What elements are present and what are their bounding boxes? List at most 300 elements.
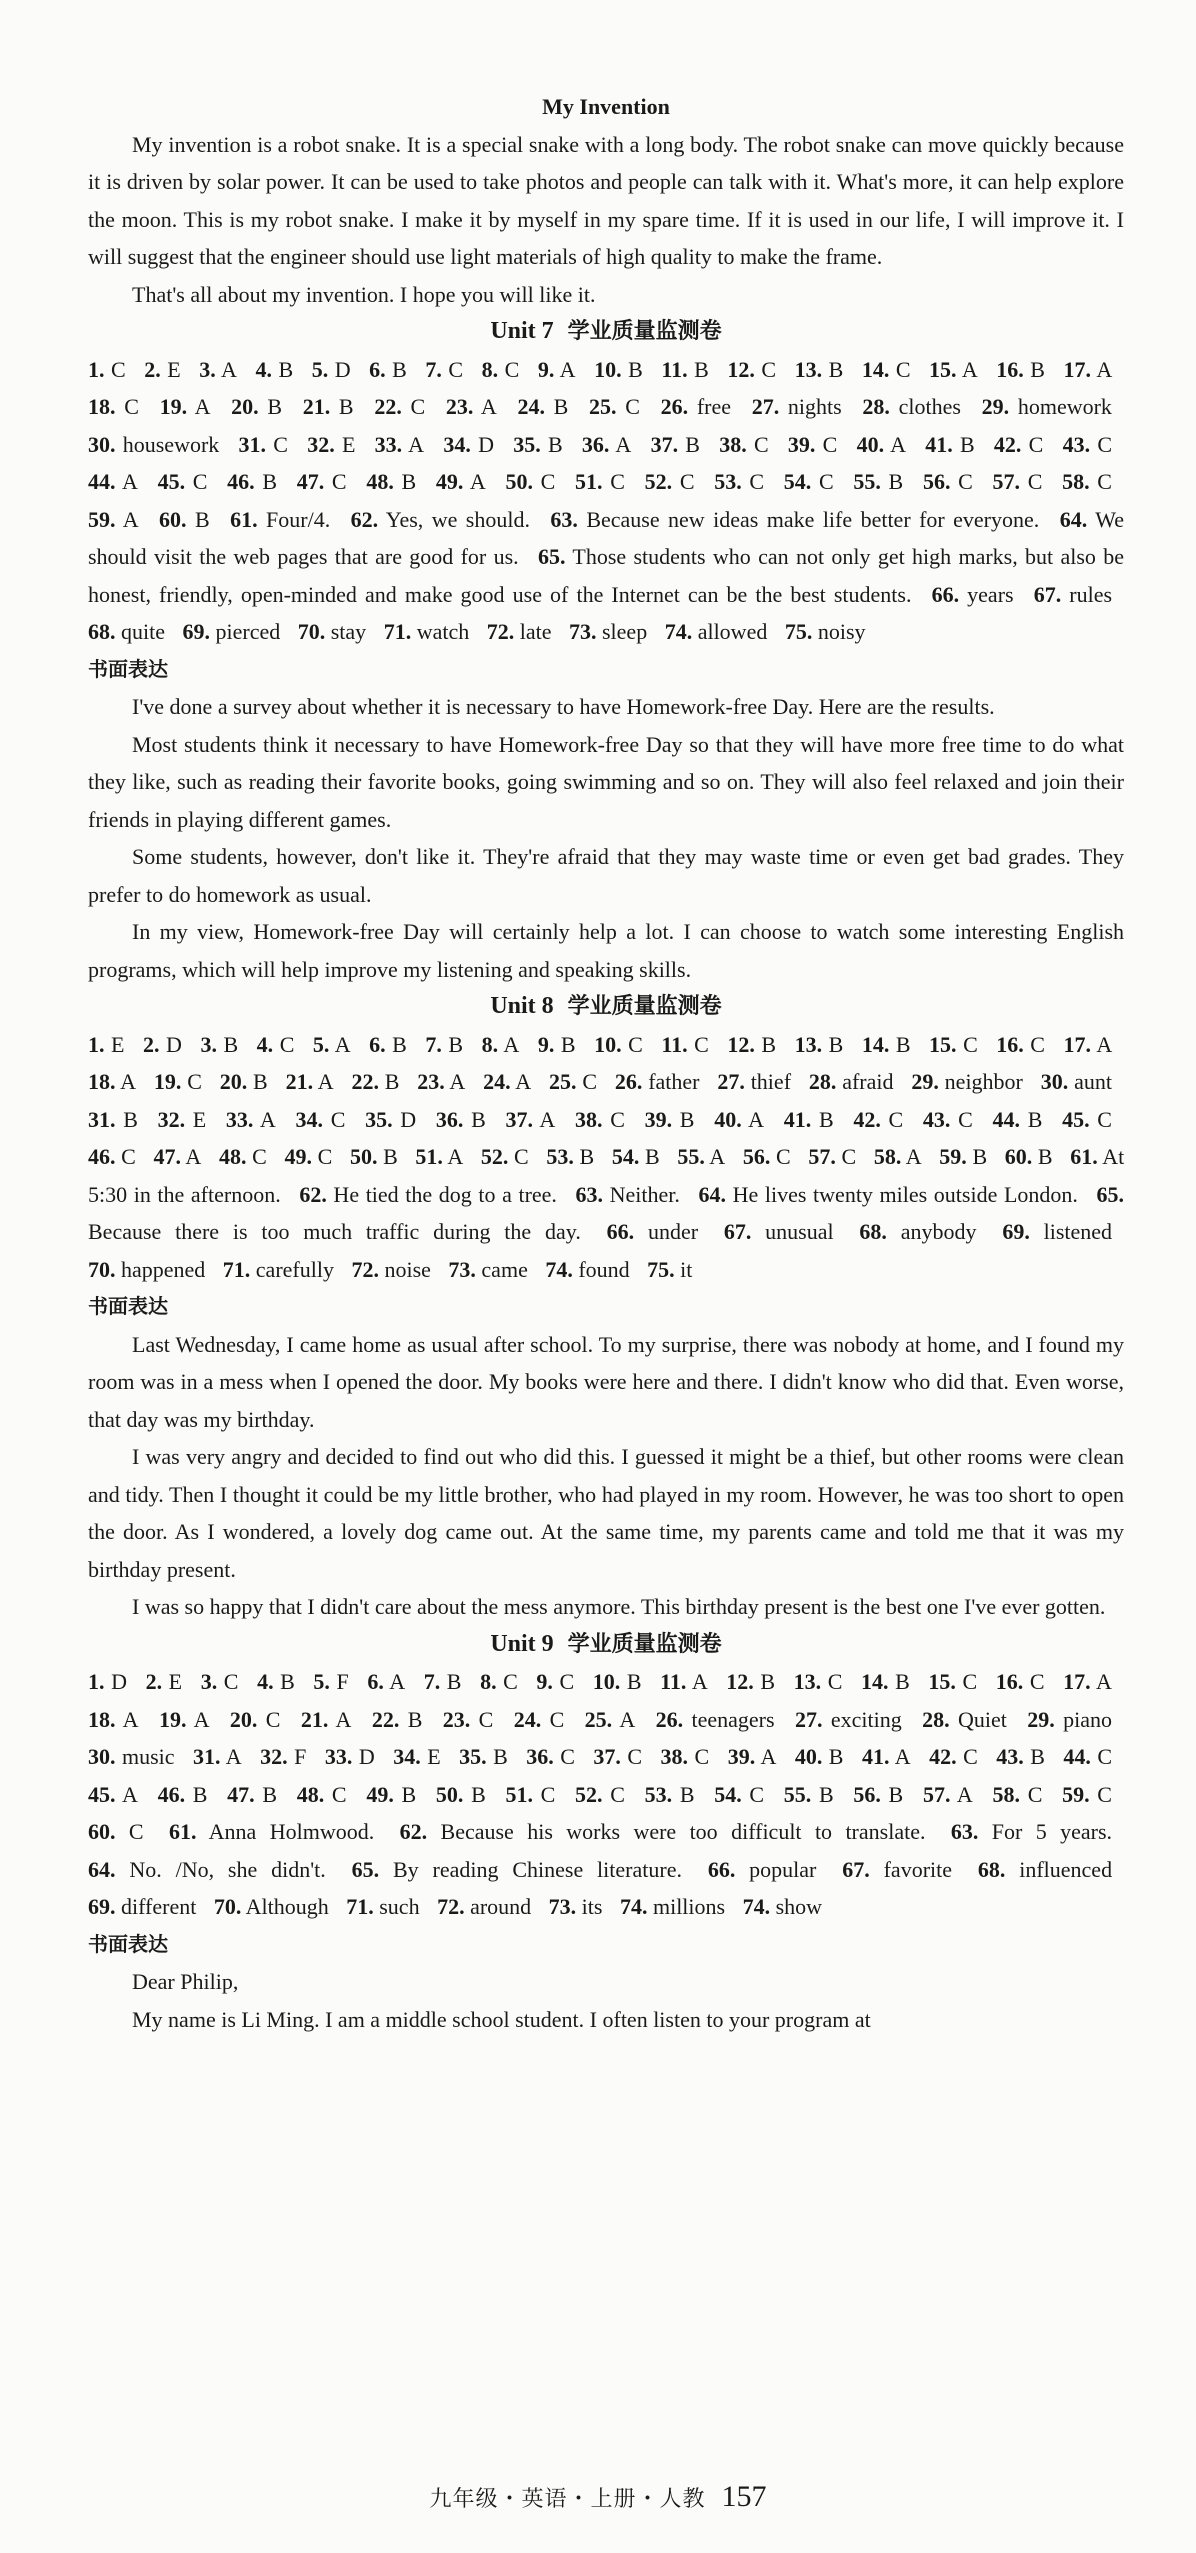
answer-text: rules: [1061, 581, 1113, 607]
answer-item: [546, 1144, 594, 1169]
answer-number: 40.: [856, 431, 885, 457]
answer-item: [536, 1669, 574, 1694]
answer-text: B: [1032, 1144, 1053, 1169]
answer-number: 63.: [950, 1819, 979, 1844]
answer-text: C: [104, 356, 126, 382]
answer-text: show: [770, 1894, 823, 1919]
answer-item: [1034, 582, 1112, 607]
answer-number: 44.: [88, 469, 116, 494]
answer-number: 4.: [257, 1669, 274, 1694]
answer-key: [88, 351, 1124, 651]
answer-item: [443, 1707, 494, 1732]
answer-item: [505, 469, 555, 494]
answer-text: B: [822, 356, 844, 382]
unit-9-section: [88, 1626, 1124, 2039]
answer-item: [607, 1219, 698, 1244]
answer-number: 60.: [159, 506, 187, 532]
answer-text: A: [741, 1106, 765, 1132]
answer-number: 52.: [480, 1144, 509, 1169]
answer-item: [199, 357, 237, 382]
answer-item: [862, 1744, 911, 1769]
answer-text: D: [470, 431, 494, 457]
answer-text: A: [115, 1069, 137, 1094]
answer-number: 30.: [88, 1744, 116, 1769]
answer-text: By reading Chinese literature.: [379, 1856, 682, 1882]
answer-text: Those students who can not only get high marks, but also be honest, friendly, open-minded and make good use of the Internet can be the best students.: [88, 544, 1124, 607]
answer-text: C: [602, 1781, 625, 1807]
answer-text: noisy: [812, 619, 866, 644]
answer-number: 32.: [307, 431, 335, 457]
answer-number: 46.: [88, 1144, 116, 1169]
answer-text: C: [602, 469, 625, 494]
answer-text: years: [959, 581, 1014, 607]
answer-text: found: [572, 1256, 630, 1282]
answer-number: 17.: [1063, 356, 1092, 382]
answer-text: exciting: [822, 1706, 902, 1732]
answer-number: 50.: [505, 469, 533, 494]
answer-number: 38.: [575, 1106, 603, 1132]
answer-text: B: [378, 1069, 400, 1094]
answer-item: [928, 1669, 977, 1694]
answer-item: [874, 1144, 922, 1169]
answer-item: [88, 1744, 175, 1769]
answer-item: [1063, 1744, 1112, 1769]
answer-number: 25.: [589, 394, 617, 419]
answer-number: 71.: [222, 1256, 251, 1282]
answer-item: [350, 1144, 398, 1169]
answer-item: [481, 1144, 529, 1169]
writing-paragraph: I've done a survey about whether it is necessary to have Homework-free Day. Here are the results.: [132, 694, 995, 719]
answer-number: 12.: [727, 1031, 755, 1057]
answer-number: 30.: [88, 431, 116, 457]
answer-text: B: [966, 1144, 988, 1169]
answer-text: father: [642, 1069, 700, 1094]
answer-text: C: [508, 1144, 529, 1169]
answer-item: [393, 1744, 440, 1769]
answer-number: 66.: [931, 581, 960, 607]
answer-text: C: [1020, 469, 1043, 494]
answer-number: 46.: [227, 469, 255, 494]
answer-item: [424, 1669, 462, 1694]
answer-number: 75.: [647, 1256, 675, 1282]
answer-number: 70.: [213, 1894, 242, 1919]
answer-number: 18.: [88, 1069, 116, 1094]
answer-text: B: [247, 1069, 268, 1094]
answer-text: We should visit the web pages that are good for us.: [88, 506, 1125, 569]
answer-number: 39.: [787, 431, 816, 457]
answer-text: C: [181, 1069, 202, 1094]
answer-text: A: [186, 1706, 210, 1732]
answer-text: A: [950, 1781, 973, 1807]
answer-item: [183, 619, 281, 644]
answer-number: 68.: [88, 619, 116, 644]
answer-text: C: [541, 1706, 565, 1732]
answer-text: C: [552, 1669, 575, 1694]
answer-item: [929, 1032, 978, 1057]
answer-item: [346, 1894, 419, 1919]
answer-item: [154, 1069, 202, 1094]
answer-item: [743, 1894, 822, 1919]
answer-item: [158, 1107, 207, 1132]
answer-number: 9.: [536, 1669, 553, 1694]
answer-text: E: [104, 1031, 125, 1057]
answer-number: 38.: [719, 431, 747, 457]
answer-text: D: [352, 1744, 375, 1769]
answer-text: C: [811, 469, 834, 494]
unit-8-section: [88, 988, 1124, 1626]
answer-text: C: [815, 431, 838, 457]
answer-item: [219, 1144, 267, 1169]
writing-paragraph: I was very angry and decided to find out who did this. I guessed it might be a thief, but other rooms were clean and tidy. Then I thought it could be my little brother, who had played in my room. However, he was too short to open the door. As I wondered, a lovely dog came out. At the same time, my parents came and told me that it was my birthday present.: [88, 1444, 1124, 1582]
answer-number: 20.: [231, 394, 259, 419]
answer-item: [351, 507, 530, 532]
answer-text: C: [672, 469, 695, 494]
answer-number: 16.: [995, 1669, 1024, 1694]
answer-item: [1062, 1782, 1112, 1807]
answer-number: 8.: [481, 1031, 499, 1057]
answer-number: 45.: [157, 469, 186, 494]
answer-item: [303, 394, 354, 419]
answer-number: 22.: [371, 1706, 400, 1732]
answer-item: [727, 357, 776, 382]
writing-paragraph: My name is Li Ming. I am a middle school student. I often listen to your program at: [132, 2006, 871, 2032]
answer-number: 64.: [88, 1856, 116, 1882]
answer-number: 13.: [794, 356, 823, 382]
answer-text: C: [532, 469, 556, 494]
answer-number: 27.: [751, 394, 780, 419]
answer-number: 11.: [661, 356, 688, 382]
answer-number: 52.: [644, 469, 673, 494]
answer-number: 49.: [284, 1144, 312, 1169]
answer-item: [1062, 1107, 1112, 1132]
answer-number: 51.: [575, 469, 603, 494]
answer-item: [425, 357, 463, 382]
answer-text: Although: [241, 1894, 329, 1919]
answer-number: 12.: [726, 1669, 754, 1694]
answer-item: [505, 1782, 555, 1807]
answer-item: [785, 619, 866, 644]
answer-item: [372, 1707, 423, 1732]
answer-number: 72.: [437, 1894, 465, 1919]
answer-number: 25.: [549, 1069, 577, 1094]
answer-item: [911, 1069, 1023, 1094]
answer-number: 40.: [794, 1744, 823, 1769]
answer-number: 28.: [922, 1706, 950, 1732]
answer-text: C: [496, 1669, 518, 1694]
answer-text: A: [115, 1706, 139, 1732]
answer-item: [929, 1744, 978, 1769]
answer-number: 14.: [861, 1669, 889, 1694]
answer-text: C: [246, 1144, 267, 1169]
answer-item: [88, 394, 139, 419]
answer-item: [313, 1669, 348, 1694]
answer-item: [88, 469, 138, 494]
answer-number: 21.: [302, 394, 331, 419]
answer-item: [996, 1744, 1045, 1769]
answer-text: C: [185, 469, 208, 494]
answer-item: [784, 1782, 834, 1807]
answer-text: listened: [1029, 1219, 1113, 1244]
answer-number: 62.: [299, 1181, 327, 1207]
answer-item: [932, 582, 1014, 607]
answer-item: [159, 1707, 210, 1732]
answer-number: 13.: [794, 1031, 823, 1057]
answer-item: [923, 469, 973, 494]
answer-text: came: [475, 1256, 528, 1282]
answer-text: A: [532, 1106, 556, 1132]
answer-item: [88, 1032, 124, 1057]
answer-item: [88, 1782, 138, 1807]
answer-number: 1.: [88, 356, 105, 382]
answer-text: B: [271, 356, 294, 382]
answer-text: B: [889, 1031, 911, 1057]
answer-number: 31.: [193, 1744, 221, 1769]
answer-text: C: [576, 1069, 598, 1094]
answer-item: [594, 357, 643, 382]
answer-item: [436, 1782, 486, 1807]
answer-text: C: [1090, 431, 1113, 457]
answer-number: 33.: [225, 1106, 254, 1132]
unit-number: Unit 9: [490, 1630, 554, 1657]
answer-item: [231, 394, 282, 419]
answer-text: C: [741, 1781, 765, 1807]
answer-item: [661, 357, 709, 382]
answer-text: C: [950, 1106, 973, 1132]
answer-number: 45.: [88, 1781, 116, 1807]
answer-item: [996, 1669, 1045, 1694]
answer-text: C: [273, 1031, 295, 1057]
answer-text: C: [1023, 1031, 1045, 1057]
answer-number: 6.: [367, 1669, 384, 1694]
answer-text: stay: [325, 619, 367, 644]
answer-number: 14.: [861, 1031, 890, 1057]
answer-text: popular: [735, 1856, 817, 1882]
answer-item: [862, 394, 961, 419]
answer-item: [230, 1707, 281, 1732]
answer-text: B: [330, 394, 354, 419]
answer-number: 16.: [996, 356, 1024, 382]
answer-number: 7.: [425, 1031, 442, 1057]
answer-number: 49.: [435, 469, 464, 494]
answer-item: [929, 357, 978, 382]
answer-number: 5.: [313, 1669, 330, 1694]
answer-item: [538, 1032, 576, 1057]
answer-item: [448, 1257, 527, 1282]
answer-number: 36.: [581, 431, 610, 457]
answer-text: piano: [1054, 1706, 1113, 1732]
answer-number: 20.: [229, 1706, 258, 1732]
unit-heading-cn: 学业质量监测卷: [567, 994, 722, 1019]
answer-item: [743, 1144, 791, 1169]
answer-text: B: [822, 1031, 844, 1057]
answer-text: C: [1089, 1781, 1112, 1807]
answer-item: [728, 1744, 777, 1769]
answer-number: 55.: [783, 1781, 812, 1807]
answer-text: C: [401, 394, 426, 419]
answer-item: [88, 1894, 196, 1919]
answer-text: C: [115, 1144, 136, 1169]
answer-number: 31.: [238, 431, 267, 457]
answer-text: B: [554, 1031, 576, 1057]
answer-text: Neither.: [603, 1181, 680, 1207]
unit-heading: [88, 988, 1124, 1026]
writing-paragraph: Some students, however, don't like it. They're afraid that they may waste time or even get bad grades. They prefer to do homework as usual.: [88, 844, 1124, 907]
answer-number: 60.: [1004, 1144, 1033, 1169]
answer-text: C: [950, 469, 973, 494]
answer-text: A: [253, 1106, 276, 1132]
answer-item: [88, 432, 219, 457]
answer-item: [514, 1707, 565, 1732]
answer-text: B: [115, 1106, 138, 1132]
answer-number: 34.: [443, 431, 471, 457]
answer-item: [593, 1744, 642, 1769]
answer-text: A: [901, 1144, 922, 1169]
answer-number: 37.: [505, 1106, 533, 1132]
answer-item: [853, 1107, 903, 1132]
answer-number: 54.: [611, 1144, 640, 1169]
answer-text: C: [1090, 1744, 1113, 1769]
answer-text: such: [373, 1894, 420, 1919]
answer-number: 11.: [661, 1031, 688, 1057]
answer-item: [651, 432, 700, 457]
answer-text: A: [956, 356, 978, 382]
answer-item: [1064, 357, 1113, 382]
answer-item: [861, 1669, 910, 1694]
answer-number: 22.: [351, 1069, 379, 1094]
answer-item: [366, 1782, 416, 1807]
writing-label: 书面表达: [88, 1931, 168, 1956]
answer-number: 12.: [727, 356, 755, 382]
answer-item: [795, 357, 844, 382]
answer-number: 58.: [992, 1781, 1021, 1807]
answer-text: B: [463, 1106, 486, 1132]
answer-number: 73.: [568, 619, 597, 644]
answer-text: B: [258, 394, 283, 419]
answer-text: C: [257, 1706, 281, 1732]
answer-item: [660, 1669, 708, 1694]
answer-item: [88, 1069, 136, 1094]
answer-number: 60.: [88, 1819, 116, 1844]
answer-number: 23.: [442, 1706, 471, 1732]
answer-number: 72.: [351, 1256, 379, 1282]
answer-item: [784, 469, 834, 494]
answer-text: B: [486, 1744, 508, 1769]
answer-item: [661, 1032, 709, 1057]
answer-item: [297, 469, 347, 494]
answer-number: 69.: [88, 1894, 116, 1919]
answer-item: [313, 1032, 351, 1057]
answer-text: A: [755, 1744, 777, 1769]
answer-text: A: [1090, 1669, 1112, 1694]
answer-text: A: [554, 356, 576, 382]
answer-text: C: [956, 1031, 978, 1057]
answer-item: [788, 432, 837, 457]
answer-text: A: [1091, 356, 1113, 382]
answer-number: 68.: [977, 1856, 1006, 1882]
answer-item: [1041, 1069, 1112, 1094]
answer-number: 10.: [594, 1031, 622, 1057]
answer-text: B: [441, 1031, 464, 1057]
answer-number: 74.: [664, 619, 693, 644]
answer-number: 39.: [727, 1744, 756, 1769]
answer-item: [951, 1819, 1112, 1844]
answer-item: [996, 357, 1045, 382]
answer-number: 50.: [435, 1781, 464, 1807]
answer-item: [482, 1032, 520, 1057]
answer-number: 32.: [260, 1744, 288, 1769]
answer-number: 1.: [88, 1031, 105, 1057]
answer-number: 57.: [992, 469, 1021, 494]
answer-text: B: [385, 356, 407, 382]
answer-text: B: [385, 1031, 407, 1057]
answer-number: 27.: [717, 1069, 745, 1094]
answer-text: A: [686, 1669, 708, 1694]
answer-item: [714, 1107, 764, 1132]
answer-item: [1063, 1669, 1112, 1694]
answer-text: E: [160, 356, 181, 382]
answer-item: [436, 469, 486, 494]
answer-item: [784, 1107, 834, 1132]
answer-number: 1.: [88, 1669, 105, 1694]
answer-item: [647, 1257, 692, 1282]
answer-item: [325, 1744, 375, 1769]
answer-number: 58.: [873, 1144, 902, 1169]
answer-number: 24.: [513, 1706, 542, 1732]
answer-item: [982, 394, 1112, 419]
answer-text: Anna Holmwood.: [196, 1819, 375, 1844]
answer-number: 21.: [300, 1706, 329, 1732]
unit-number: Unit 8: [490, 993, 554, 1019]
answer-text: millions: [647, 1894, 726, 1919]
answer-item: [367, 1669, 405, 1694]
writing-paragraph: In my view, Homework-free Day will certainly help a lot. I can choose to watch some interesting English programs, which will help improve my listening and speaking skills.: [88, 919, 1124, 982]
answer-item: [299, 1182, 557, 1207]
answer-number: 7.: [423, 1669, 441, 1694]
answer-item: [482, 357, 520, 382]
writing-paragraph: Last Wednesday, I came home as usual after school. To my surprise, there was nobody at home, and I found my room was in a mess when I opened the door. My books were here and there. I didn't know who did that. Even worse, that day was my birthday.: [88, 1331, 1124, 1432]
answer-text: C: [687, 1031, 709, 1057]
answer-text: B: [393, 469, 417, 494]
answer-item: [923, 1107, 973, 1132]
answer-number: 66.: [707, 1856, 736, 1882]
answer-number: 9.: [537, 1031, 555, 1057]
answer-text: sleep: [596, 619, 648, 644]
answer-number: 2.: [145, 1669, 163, 1694]
answer-text: E: [185, 1106, 207, 1132]
answer-text: A: [115, 1781, 138, 1807]
answer-text: B: [753, 1669, 776, 1694]
answer-number: 53.: [644, 1781, 673, 1807]
answer-number: 74.: [545, 1256, 573, 1282]
answer-text: A: [328, 1706, 352, 1732]
answer-text: B: [621, 356, 643, 382]
answer-text: He tied the dog to a tree.: [326, 1181, 557, 1207]
answer-item: [230, 507, 330, 532]
answer-number: 55.: [853, 469, 881, 494]
answer-item: [417, 1069, 465, 1094]
answer-item: [656, 1707, 775, 1732]
answer-number: 56.: [853, 1781, 881, 1807]
answer-text: B: [1023, 356, 1045, 382]
answer-item: [994, 432, 1043, 457]
answer-text: For 5 years.: [978, 1819, 1113, 1844]
answer-number: 53.: [546, 1144, 574, 1169]
answer-number: 32.: [157, 1106, 186, 1132]
answer-number: 37.: [593, 1744, 621, 1769]
answer-item: [301, 1707, 352, 1732]
answer-number: 3.: [199, 356, 216, 382]
answer-number: 26.: [655, 1706, 684, 1732]
